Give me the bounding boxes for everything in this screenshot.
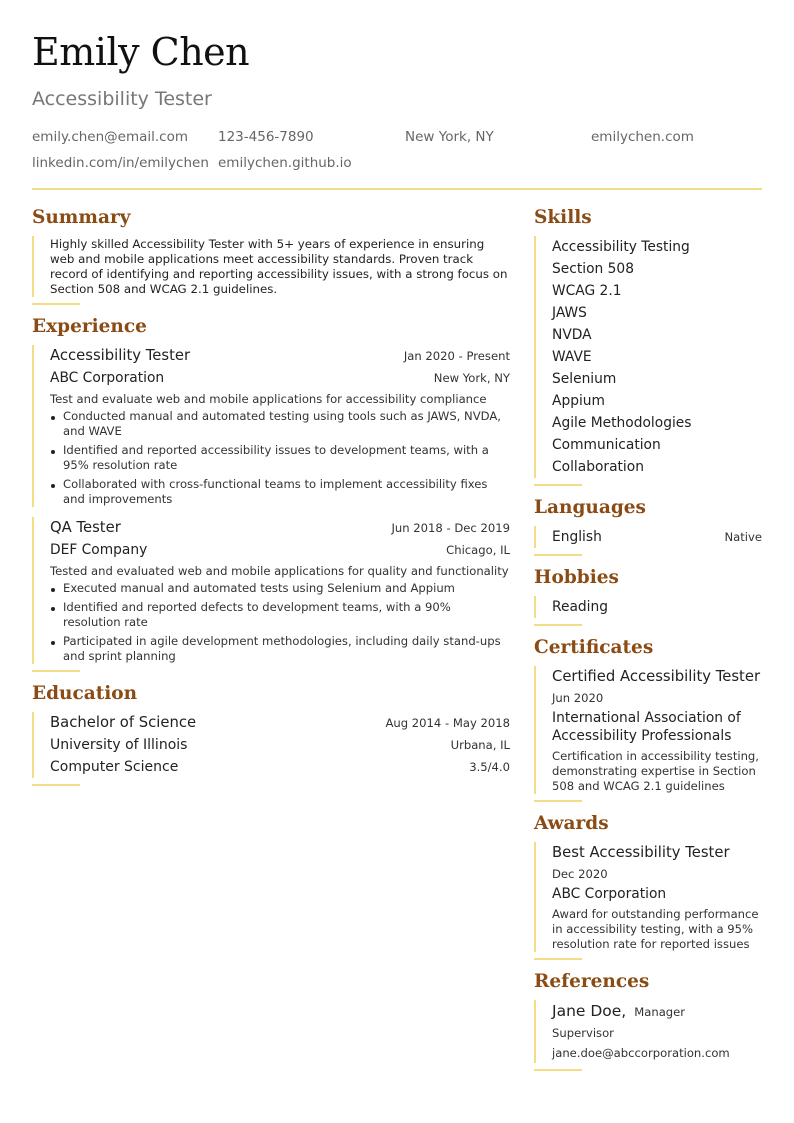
reference-name: Jane Doe, [552, 1002, 627, 1020]
award-issuer: ABC Corporation [552, 886, 667, 902]
skill-item: Appium [552, 393, 605, 409]
certificate-issuer: International Association of Accessibility Professionals [552, 710, 741, 744]
certificate-description: Certification in accessibility testing, demonstrating expertise in Section 508 and WCAG 2.1 guidelines [552, 749, 759, 793]
skill-item: WAVE [552, 349, 592, 365]
hobbies-heading: Hobbies [534, 567, 619, 588]
awards-section [534, 812, 762, 960]
section-underline [32, 303, 80, 305]
skill-item: Section 508 [552, 261, 634, 277]
section-underline [534, 484, 582, 486]
contact-email[interactable]: emily.chen@email.com [32, 129, 189, 145]
section-underline [534, 554, 582, 556]
job-dates: Jun 2018 - Dec 2019 [391, 521, 510, 535]
job-entry [32, 517, 510, 664]
education-dates: Aug 2014 - May 2018 [385, 716, 510, 730]
job-bullet: Collaborated with cross-functional teams to implement accessibility fixes and improvements [50, 477, 510, 507]
section-underline [32, 784, 80, 786]
references-heading: References [534, 971, 650, 992]
reference-position: Manager [634, 1005, 686, 1019]
award-date: Dec 2020 [552, 867, 608, 881]
section-underline [534, 800, 582, 802]
job-role: QA Tester [50, 519, 121, 536]
award-name: Best Accessibility Tester [552, 844, 730, 861]
certificates-section [534, 636, 762, 802]
job-bullet: Identified and reported defects to development teams, with a 90% resolution rate [50, 600, 510, 630]
left-column [32, 206, 510, 796]
summary-section [32, 206, 510, 305]
languages-section [534, 496, 762, 556]
education-heading: Education [32, 683, 138, 704]
awards-heading: Awards [534, 813, 609, 834]
contact-github[interactable]: emilychen.github.io [218, 155, 352, 171]
education-school: University of Illinois [50, 737, 188, 753]
education-section [32, 682, 510, 786]
awards-block [534, 842, 762, 952]
education-degree: Bachelor of Science [50, 714, 197, 731]
job-company: DEF Company [50, 542, 148, 558]
contact-linkedin[interactable]: linkedin.com/in/emilychen [32, 155, 209, 171]
job-role: Accessibility Tester [50, 347, 191, 364]
certificate-name: Certified Accessibility Tester [552, 668, 761, 685]
certificate-date: Jun 2020 [552, 691, 604, 705]
contact-location: New York, NY [405, 129, 494, 145]
job-bullet: Participated in agile development methodologies, including daily stand-ups and sprint planning [50, 634, 510, 664]
experience-heading: Experience [32, 316, 147, 337]
job-bullet: Identified and reported accessibility issues to development teams, with a 95% resolution rate [50, 443, 510, 473]
references-block [534, 1000, 762, 1063]
education-location: Urbana, IL [450, 738, 510, 752]
section-underline [534, 958, 582, 960]
job-bullets [50, 581, 510, 664]
skill-item: Agile Methodologies [552, 415, 692, 431]
contact-website[interactable]: emilychen.com [591, 129, 694, 145]
languages-heading: Languages [534, 497, 646, 518]
candidate-name: Emily Chen [32, 30, 250, 74]
certificates-block [534, 666, 762, 794]
references-section [534, 970, 762, 1071]
job-bullets [50, 409, 510, 507]
section-underline [534, 1069, 582, 1071]
language-level: Native [724, 530, 762, 544]
skill-item: Collaboration [552, 459, 644, 475]
education-gpa: 3.5/4.0 [469, 760, 510, 774]
languages-block [534, 526, 762, 548]
certificates-heading: Certificates [534, 637, 654, 658]
skill-item: NVDA [552, 327, 592, 343]
job-description: Test and evaluate web and mobile applications for accessibility compliance [50, 392, 487, 406]
right-column [534, 206, 762, 1081]
contact-phone: 123-456-7890 [218, 129, 314, 145]
skill-item: Selenium [552, 371, 617, 387]
candidate-title: Accessibility Tester [32, 88, 212, 110]
job-company: ABC Corporation [50, 370, 165, 386]
hobby-item: Reading [552, 599, 609, 615]
hobbies-section [534, 566, 762, 626]
header-divider [32, 188, 762, 190]
skill-item: Communication [552, 437, 661, 453]
job-entry [32, 345, 510, 507]
experience-section [32, 315, 510, 672]
skill-item: Accessibility Testing [552, 239, 690, 255]
section-underline [534, 624, 582, 626]
job-location: Chicago, IL [446, 543, 510, 557]
reference-email[interactable]: jane.doe@abccorporation.com [552, 1046, 730, 1060]
job-dates: Jan 2020 - Present [403, 349, 510, 363]
skills-section [534, 206, 762, 486]
job-bullet: Conducted manual and automated testing using tools such as JAWS, NVDA, and WAVE [50, 409, 510, 439]
language-name: English [552, 529, 602, 545]
skills-heading: Skills [534, 207, 592, 228]
education-field: Computer Science [50, 759, 179, 775]
job-location: New York, NY [433, 371, 510, 385]
job-bullet: Executed manual and automated tests using Selenium and Appium [50, 581, 510, 596]
summary-text: Highly skilled Accessibility Tester with 5+ years of experience in ensuring web and mobile applications meet accessibility standards. Proven track record of identifying and reporting accessibility issues, with a strong focus on Section 508 and WCAG 2.1 guidelines. [50, 237, 508, 296]
job-description: Tested and evaluated web and mobile applications for quality and functionality [50, 564, 509, 578]
hobbies-block [534, 596, 762, 618]
skills-block [534, 236, 762, 478]
skill-item: WCAG 2.1 [552, 283, 622, 299]
education-block [32, 712, 510, 778]
skill-item: JAWS [552, 305, 587, 321]
summary-heading: Summary [32, 207, 131, 228]
award-description: Award for outstanding performance in accessibility testing, with a 95% resolution rate for reported issues [552, 907, 759, 951]
section-underline [32, 670, 80, 672]
summary-block [32, 236, 510, 297]
reference-relation: Supervisor [552, 1026, 614, 1040]
